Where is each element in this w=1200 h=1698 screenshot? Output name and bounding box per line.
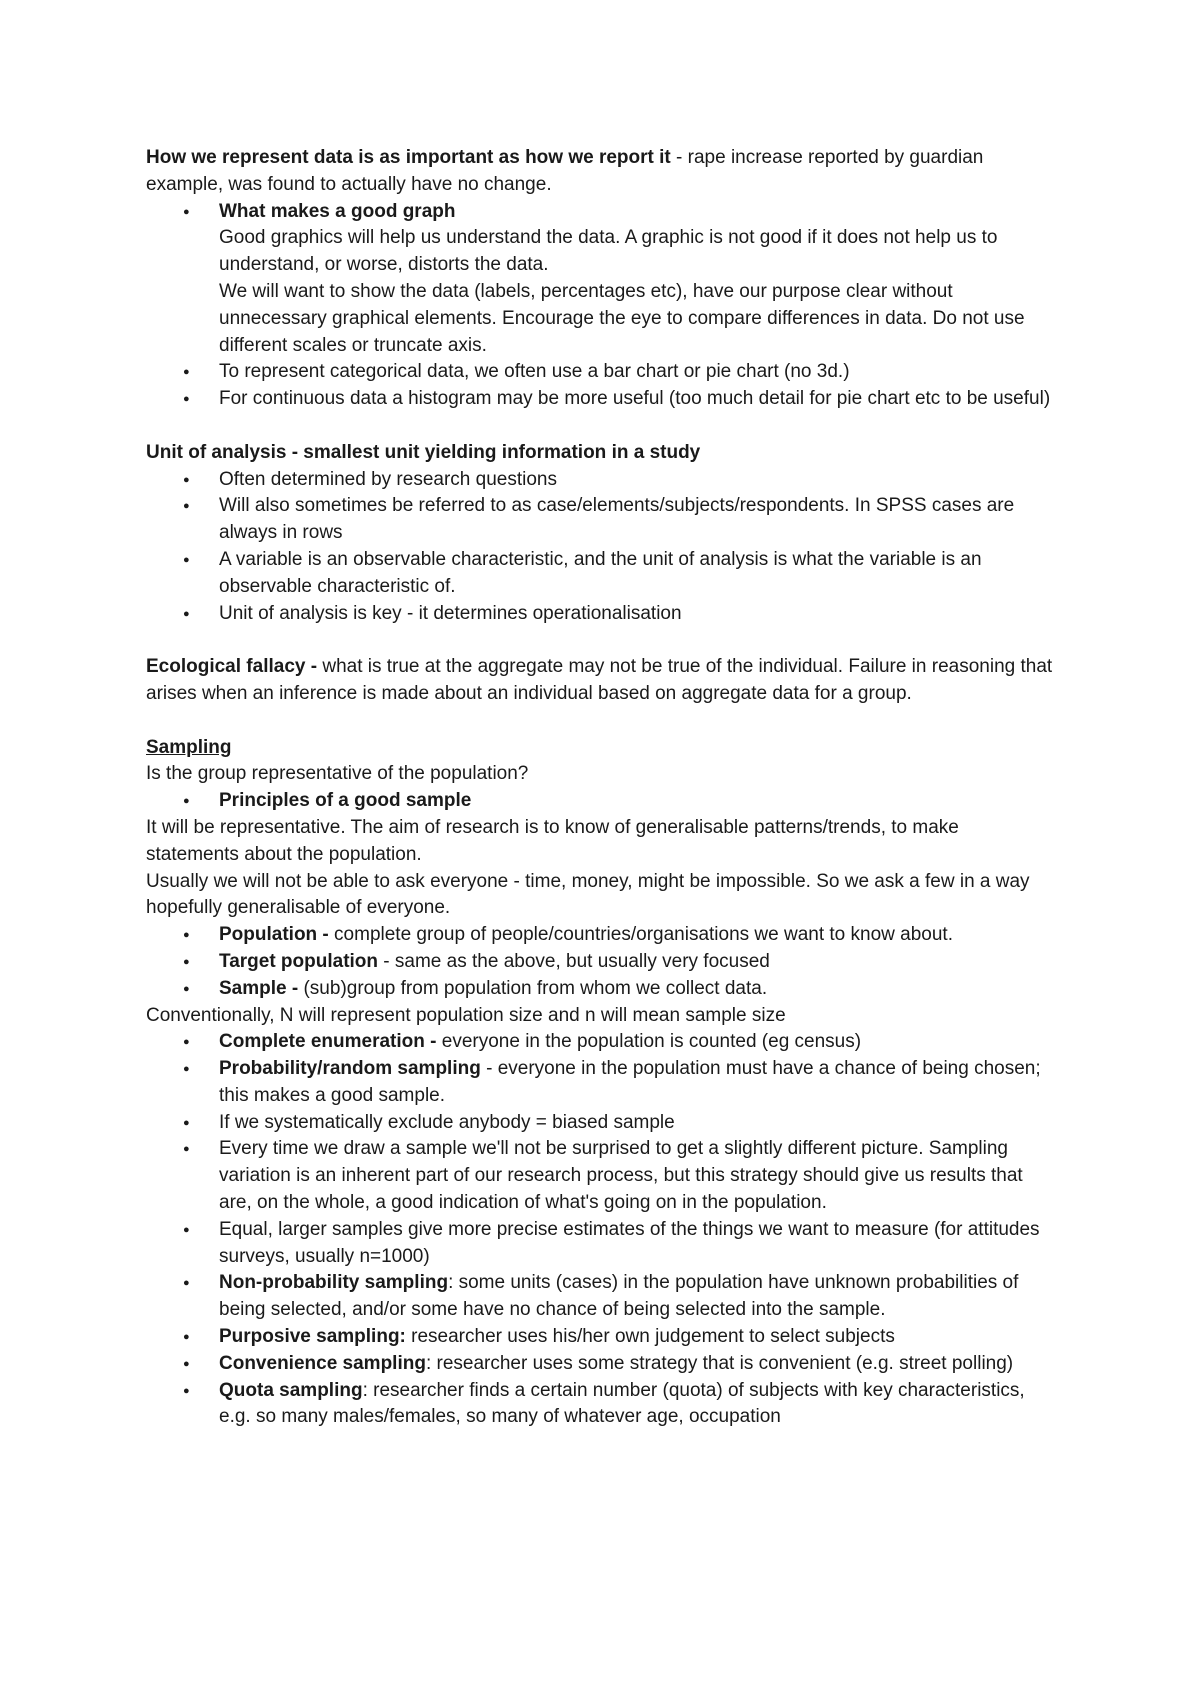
list-item: ● Equal, larger samples give more precise estimates of the things we want to measure (for attitudes surveys, usually n=1000)	[146, 1217, 1056, 1271]
list-item: ● If we systematically exclude anybody = biased sample	[146, 1110, 1056, 1137]
list-item: ● Complete enumeration - everyone in the population is counted (eg census)	[146, 1029, 1056, 1056]
list-item: ● Target population - same as the above, but usually very focused	[146, 949, 1056, 976]
list-item	[146, 386, 1056, 413]
list-item: ● Every time we draw a sample we'll not be surprised to get a slightly different picture. Sampling variation is an inherent part of our research process, but this strategy should give us results that are, on the whole, a good indication of what's going on in the population.	[146, 1136, 1056, 1216]
list-item: ● Purposive sampling: researcher uses his/her own judgement to select subjects	[146, 1324, 1056, 1351]
sampling-heading: Sampling	[146, 736, 232, 758]
sampling-paragraph-1: It will be representative. The aim of research is to know of generalisable patterns/trends, to make statements about the population.	[146, 816, 959, 865]
list-item: ● Quota sampling: researcher finds a certain number (quota) of subjects with key characteristics, e.g. so many males/females, so many of whatever age, occupation	[146, 1378, 1056, 1432]
sampling-methods-list	[146, 1029, 1056, 1431]
list-item	[146, 199, 1056, 360]
list-item	[146, 788, 1056, 815]
ecological-fallacy-heading: Ecological fallacy -	[146, 656, 323, 678]
unit-of-analysis-heading: Unit of analysis - smallest unit yielding information in a study	[146, 441, 701, 463]
list-item: ● Sample - (sub)group from population from whom we collect data.	[146, 976, 1056, 1003]
data-representation-text: - rape increase reported by guardian example, was found to actually have no change.	[146, 147, 984, 195]
list-item: ● Non-probability sampling: some units (cases) in the population have unknown probabilities of being selected, and/or some have no chance of being selected into the sample.	[146, 1270, 1056, 1324]
ecological-fallacy-text: what is true at the aggregate may not be true of the individual. Failure in reasoning that arises when an inference is made about an individual based on aggregate data for a group.	[146, 656, 1053, 704]
list-item: ● Will also sometimes be referred to as case/elements/subjects/respondents. In SPSS cases are always in rows	[146, 493, 1056, 547]
population-definitions-list	[146, 922, 1056, 1002]
list-item: ● Probability/random sampling - everyone in the population must have a chance of being chosen; this makes a good sample.	[146, 1056, 1056, 1110]
list-item: ● Convenience sampling: researcher uses some strategy that is convenient (e.g. street polling)	[146, 1351, 1056, 1378]
document-page	[146, 145, 1056, 1431]
data-representation-list	[146, 199, 1056, 413]
ecological-fallacy-paragraph	[146, 654, 1056, 708]
sampling-principles-list	[146, 788, 1056, 815]
principles-heading: Principles of a good sample	[219, 790, 472, 812]
list-item: ● Population - complete group of people/countries/organisations we want to know about.	[146, 922, 1056, 949]
data-representation-intro	[146, 145, 1056, 199]
good-graph-text-1: Good graphics will help us understand the data. A graphic is not good if it does not help us to understand, or worse, distorts the data.	[219, 227, 998, 276]
list-item: ● Often determined by research questions	[146, 467, 1056, 494]
data-representation-heading: How we represent data is as important as how we report it	[146, 147, 671, 168]
categorical-data-text: To represent categorical data, we often use a bar chart or pie chart (no 3d.)	[219, 361, 850, 383]
unit-of-analysis-list	[146, 467, 1056, 628]
good-graph-text-2: We will want to show the data (labels, percentages etc), have our purpose clear without unnecessary graphical elements. Encourage the eye to compare differences in data. Do not use different scales or truncate axis.	[219, 280, 1025, 356]
good-graph-heading: What makes a good graph	[219, 200, 456, 222]
sampling-convention: Conventionally, N will represent population size and n will mean sample size	[146, 1004, 786, 1026]
sampling-paragraph-2: Usually we will not be able to ask everyone - time, money, might be impossible. So we ask a few in a way hopefully generalisable of everyone.	[146, 870, 1030, 919]
list-item	[146, 359, 1056, 386]
continuous-data-text: For continuous data a histogram may be more useful (too much detail for pie chart etc to be useful)	[219, 388, 1051, 410]
sampling-question: Is the group representative of the population?	[146, 763, 529, 785]
list-item: ● Unit of analysis is key - it determines operationalisation	[146, 601, 1056, 628]
list-item: ● A variable is an observable characteristic, and the unit of analysis is what the variable is an observable characteristic of.	[146, 547, 1056, 601]
